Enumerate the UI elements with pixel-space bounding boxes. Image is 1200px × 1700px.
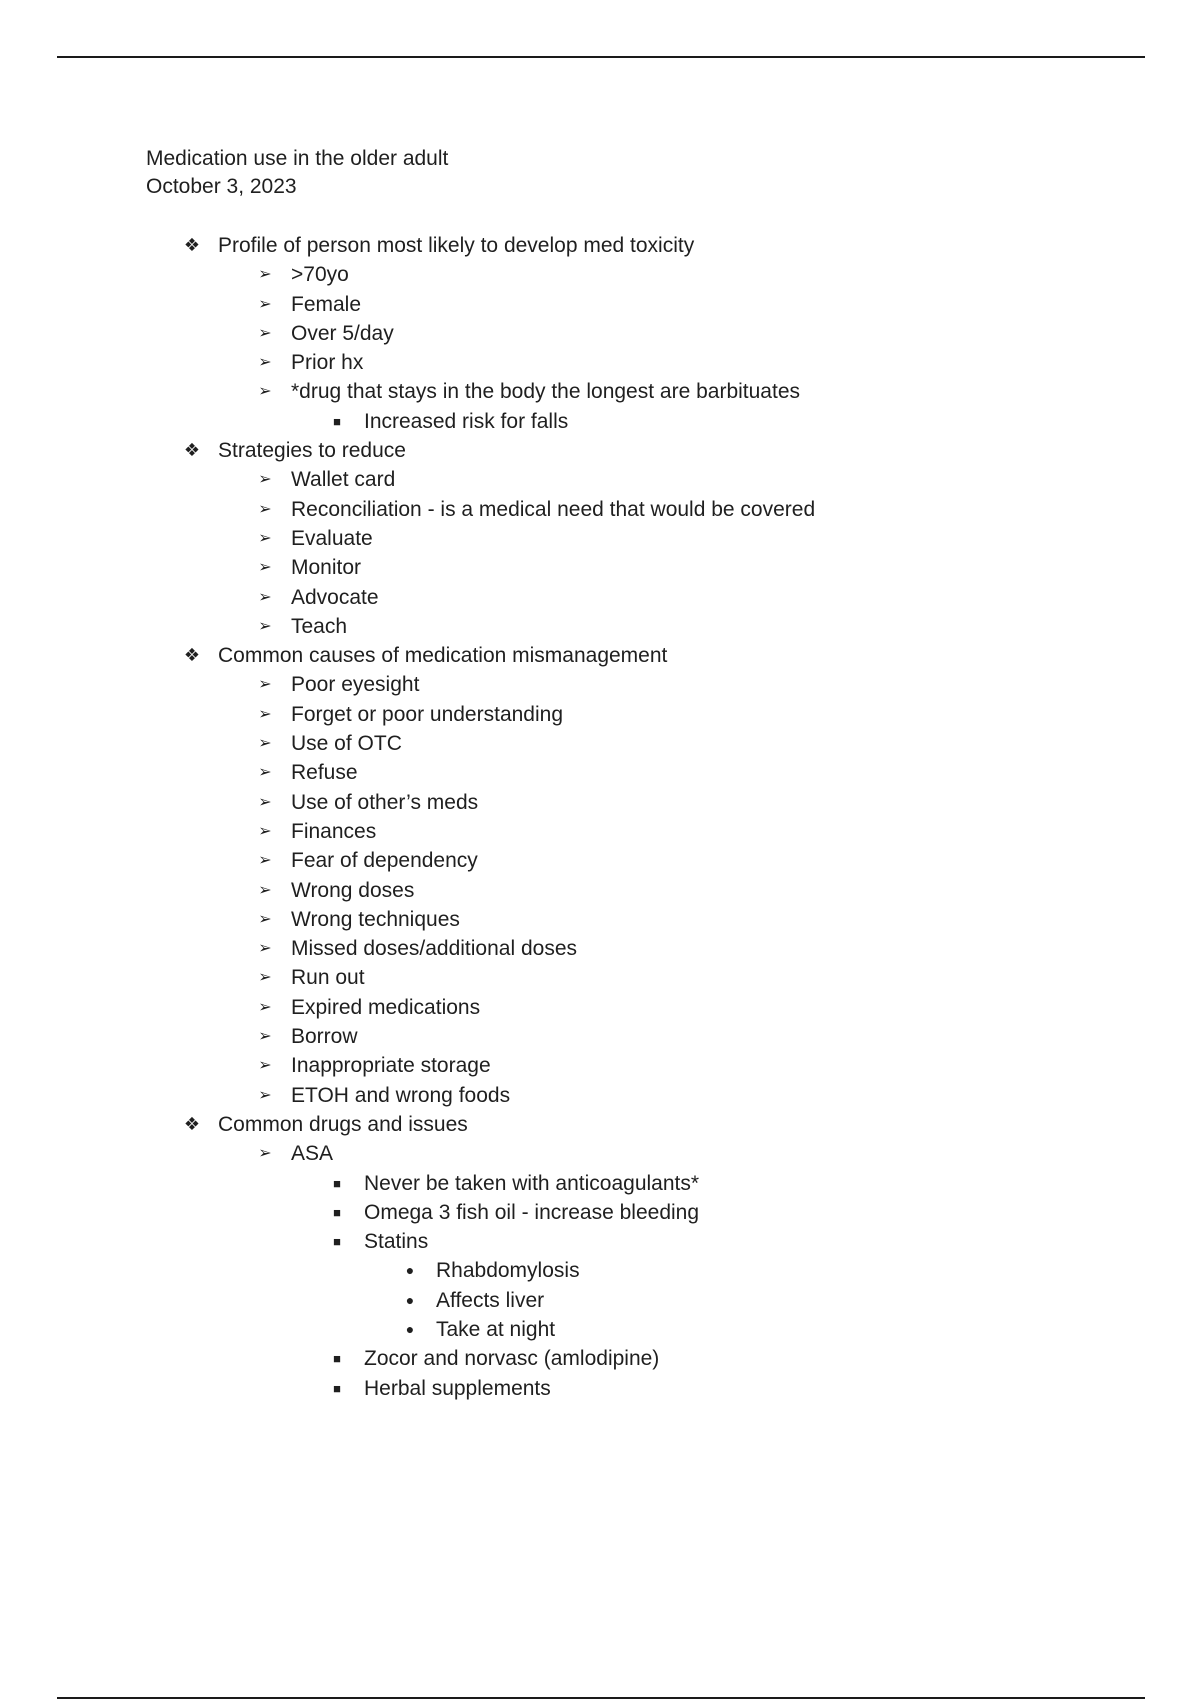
square-bullet-icon: ■ (333, 1204, 341, 1220)
list-item-text: Refuse (291, 761, 358, 785)
list-item (0, 817, 1200, 846)
list-item (0, 583, 1200, 612)
sub-list-item-text: Zocor and norvasc (amlodipine) (364, 1347, 660, 1371)
list-item-text: Inappropriate storage (291, 1054, 491, 1078)
sub-list-item (0, 1227, 1200, 1256)
arrow-bullet-icon: ➢ (258, 1057, 272, 1075)
list-item (0, 377, 1200, 406)
list-item (0, 788, 1200, 817)
list-item-text: Wrong doses (291, 878, 415, 902)
top-rule (57, 56, 1145, 58)
list-item-text: ASA (291, 1142, 334, 1166)
notes-outline (0, 231, 1200, 1403)
outline-list (0, 231, 1200, 1403)
list-item-text: Wrong techniques (291, 907, 460, 931)
diamond-bullet-icon: ❖ (183, 440, 201, 461)
sub-list-item (0, 407, 1200, 436)
list-item-text: Forget or poor understanding (291, 702, 564, 726)
list-item (0, 905, 1200, 934)
arrow-bullet-icon: ➢ (258, 500, 272, 518)
list-item (0, 729, 1200, 758)
arrow-bullet-icon: ➢ (258, 471, 272, 489)
list-item-text: Advocate (291, 585, 379, 609)
section-heading (0, 641, 1200, 670)
section-heading-text: Common drugs and issues (218, 1112, 468, 1136)
list-item (0, 963, 1200, 992)
list-item (0, 993, 1200, 1022)
list-item-text: Finances (291, 819, 377, 843)
list-item-text: Prior hx (291, 351, 364, 375)
arrow-bullet-icon: ➢ (258, 735, 272, 753)
list-item (0, 465, 1200, 494)
arrow-bullet-icon: ➢ (258, 529, 272, 547)
document-title: Medication use in the older adult (146, 147, 449, 170)
list-item (0, 495, 1200, 524)
sub-list-item-text: Herbal supplements (364, 1376, 551, 1400)
arrow-bullet-icon: ➢ (258, 295, 272, 313)
list-item-text: ETOH and wrong foods (291, 1083, 511, 1107)
list-item (0, 1139, 1200, 1168)
arrow-bullet-icon: ➢ (258, 1145, 272, 1163)
list-item (0, 934, 1200, 963)
list-item-text: Poor eyesight (291, 673, 420, 697)
list-item-text: Over 5/day (291, 321, 394, 345)
list-item (0, 524, 1200, 553)
sub-sub-list-item (0, 1256, 1200, 1285)
list-item (0, 260, 1200, 289)
list-item (0, 670, 1200, 699)
list-item (0, 553, 1200, 582)
arrow-bullet-icon: ➢ (258, 705, 272, 723)
list-item (0, 700, 1200, 729)
sub-list-item (0, 1344, 1200, 1373)
sub-list-item-text: Never be taken with anticoagulants* (364, 1171, 700, 1195)
arrow-bullet-icon: ➢ (258, 354, 272, 372)
list-item-text: Use of other’s meds (291, 790, 479, 814)
list-item (0, 348, 1200, 377)
sub-list-item (0, 1198, 1200, 1227)
list-item-text: Reconciliation - is a medical need that would be covered (291, 497, 816, 521)
list-item-text: Female (291, 292, 362, 316)
list-item-text: Wallet card (291, 468, 396, 492)
arrow-bullet-icon: ➢ (258, 588, 272, 606)
list-item-text: Evaluate (291, 526, 373, 550)
sub-list-item (0, 1169, 1200, 1198)
arrow-bullet-icon: ➢ (258, 559, 272, 577)
square-bullet-icon: ■ (333, 413, 341, 429)
arrow-bullet-icon: ➢ (258, 266, 272, 284)
sub-list-item-text: Omega 3 fish oil - increase bleeding (364, 1200, 700, 1224)
arrow-bullet-icon: ➢ (258, 910, 272, 928)
list-item-text: >70yo (291, 263, 349, 287)
arrow-bullet-icon: ➢ (258, 940, 272, 958)
dot-bullet-icon: ● (405, 1320, 415, 1337)
list-item-text: Teach (291, 614, 348, 638)
document-date: October 3, 2023 (146, 175, 297, 198)
list-item (0, 1022, 1200, 1051)
section-heading (0, 231, 1200, 260)
sub-sub-list-item-text: Take at night (436, 1317, 556, 1341)
list-item-text: Monitor (291, 556, 362, 580)
sub-sub-list-item-text: Rhabdomylosis (436, 1259, 580, 1283)
arrow-bullet-icon: ➢ (258, 676, 272, 694)
square-bullet-icon: ■ (333, 1380, 341, 1396)
dot-bullet-icon: ● (405, 1291, 415, 1308)
section-heading-text: Common causes of medication mismanagement (218, 644, 668, 668)
arrow-bullet-icon: ➢ (258, 852, 272, 870)
diamond-bullet-icon: ❖ (183, 235, 201, 255)
section-heading (0, 1110, 1200, 1139)
section-heading (0, 436, 1200, 465)
arrow-bullet-icon: ➢ (258, 324, 272, 342)
list-item (0, 846, 1200, 875)
list-item (0, 1081, 1200, 1110)
diamond-bullet-icon: ❖ (183, 1113, 201, 1134)
list-item (0, 290, 1200, 319)
arrow-bullet-icon: ➢ (258, 617, 272, 635)
arrow-bullet-icon: ➢ (258, 1028, 272, 1046)
dot-bullet-icon: ● (405, 1262, 415, 1279)
list-item (0, 1051, 1200, 1080)
list-item-text: Missed doses/additional doses (291, 937, 578, 961)
list-item (0, 758, 1200, 787)
list-item (0, 319, 1200, 348)
list-item-text: *drug that stays in the body the longest are barbituates (291, 380, 800, 404)
sub-list-item (0, 1374, 1200, 1403)
arrow-bullet-icon: ➢ (258, 822, 272, 840)
list-item-text: Expired medications (291, 995, 481, 1019)
list-item (0, 612, 1200, 641)
arrow-bullet-icon: ➢ (258, 998, 272, 1016)
list-item-text: Run out (291, 966, 365, 990)
arrow-bullet-icon: ➢ (258, 764, 272, 782)
list-item-text: Fear of dependency (291, 849, 478, 873)
arrow-bullet-icon: ➢ (258, 881, 272, 899)
list-item (0, 876, 1200, 905)
section-heading-text: Strategies to reduce (218, 439, 406, 463)
sub-sub-list-item (0, 1315, 1200, 1344)
bottom-rule (57, 1697, 1145, 1699)
diamond-bullet-icon: ❖ (183, 645, 201, 666)
list-item-text: Use of OTC (291, 732, 402, 756)
arrow-bullet-icon: ➢ (258, 1086, 272, 1104)
arrow-bullet-icon: ➢ (258, 383, 272, 401)
sub-list-item-text: Increased risk for falls (364, 409, 569, 433)
sub-sub-list-item-text: Affects liver (436, 1288, 545, 1312)
section-heading-text: Profile of person most likely to develop med toxicity (218, 234, 695, 257)
square-bullet-icon: ■ (333, 1351, 341, 1367)
square-bullet-icon: ■ (333, 1234, 341, 1250)
arrow-bullet-icon: ➢ (258, 793, 272, 811)
list-item-text: Borrow (291, 1025, 358, 1049)
arrow-bullet-icon: ➢ (258, 969, 272, 987)
sub-sub-list-item (0, 1286, 1200, 1315)
sub-list-item-text: Statins (364, 1230, 429, 1254)
square-bullet-icon: ■ (333, 1175, 341, 1191)
document-header (146, 145, 448, 201)
